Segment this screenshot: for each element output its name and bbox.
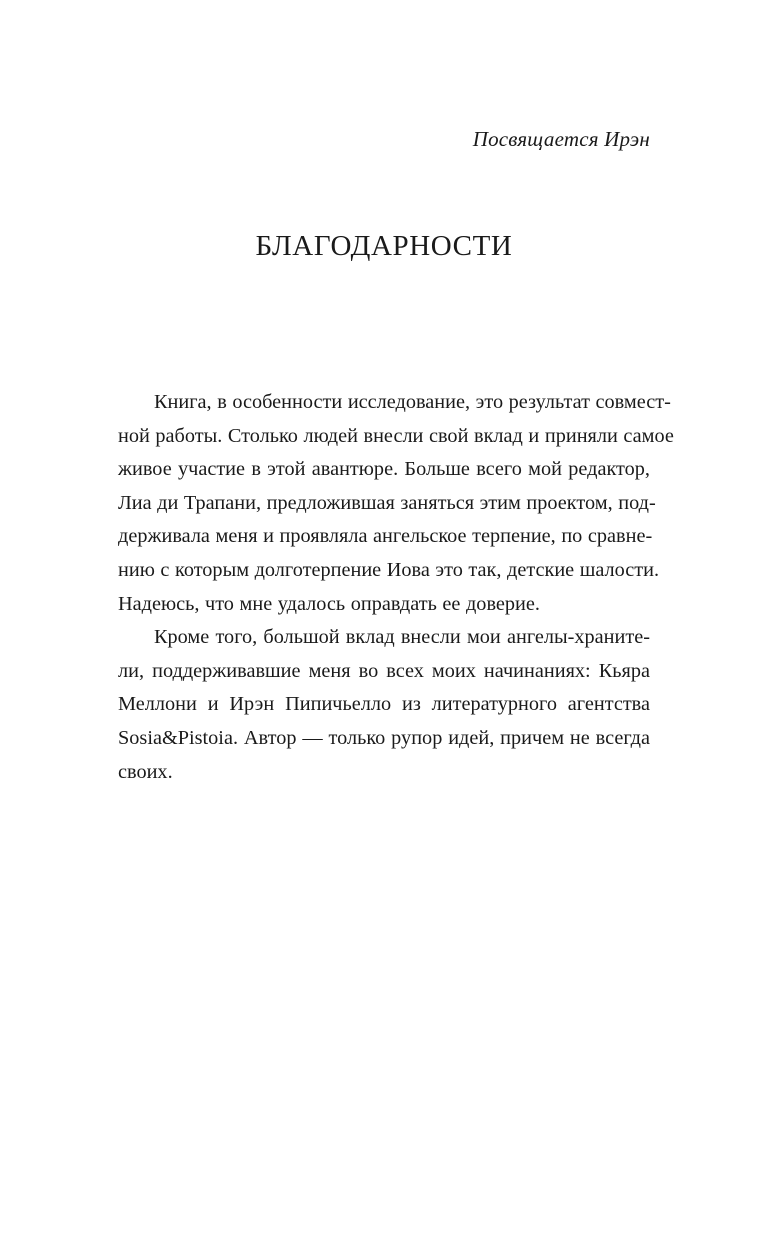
- text-line: Кроме того, большой вклад внесли мои ангелы-храните-: [154, 626, 650, 649]
- text-line: своих.: [118, 760, 173, 783]
- text-line: Книга, в особенности исследование, это результат совмест-: [154, 391, 671, 413]
- dedication: Посвящается Ирэн: [472, 127, 650, 151]
- text-line: ли, поддерживавшие меня во всех моих начинаниях: Кьяра: [118, 659, 650, 682]
- text-line: живое участие в этой авантюре. Больше всего мой редактор,: [118, 458, 650, 481]
- text-line: держивала меня и проявляла ангельское терпение, по сравне-: [118, 525, 653, 548]
- text-line: ной работы. Столько людей внесли свой вклад и приняли самое: [118, 424, 674, 447]
- paragraph-1: [118, 386, 674, 621]
- text-line: Sosia&Pistoia. Автор — только рупор идей, причем не всегда: [118, 726, 650, 749]
- text-line: Надеюсь, что мне удалось оправдать ее доверие.: [118, 592, 540, 615]
- text-line: Лиа ди Трапани, предложившая заняться этим проектом, под-: [118, 491, 656, 514]
- text-line: нию с которым долготерпение Иова это так, детские шалости.: [118, 558, 660, 581]
- page-title: БЛАГОДАРНОСТИ: [255, 230, 513, 262]
- acknowledgements-text: [118, 386, 674, 789]
- paragraph-2: [118, 621, 650, 789]
- text-line: Меллони и Ирэн Пипичьелло из литературного агентства: [118, 693, 650, 716]
